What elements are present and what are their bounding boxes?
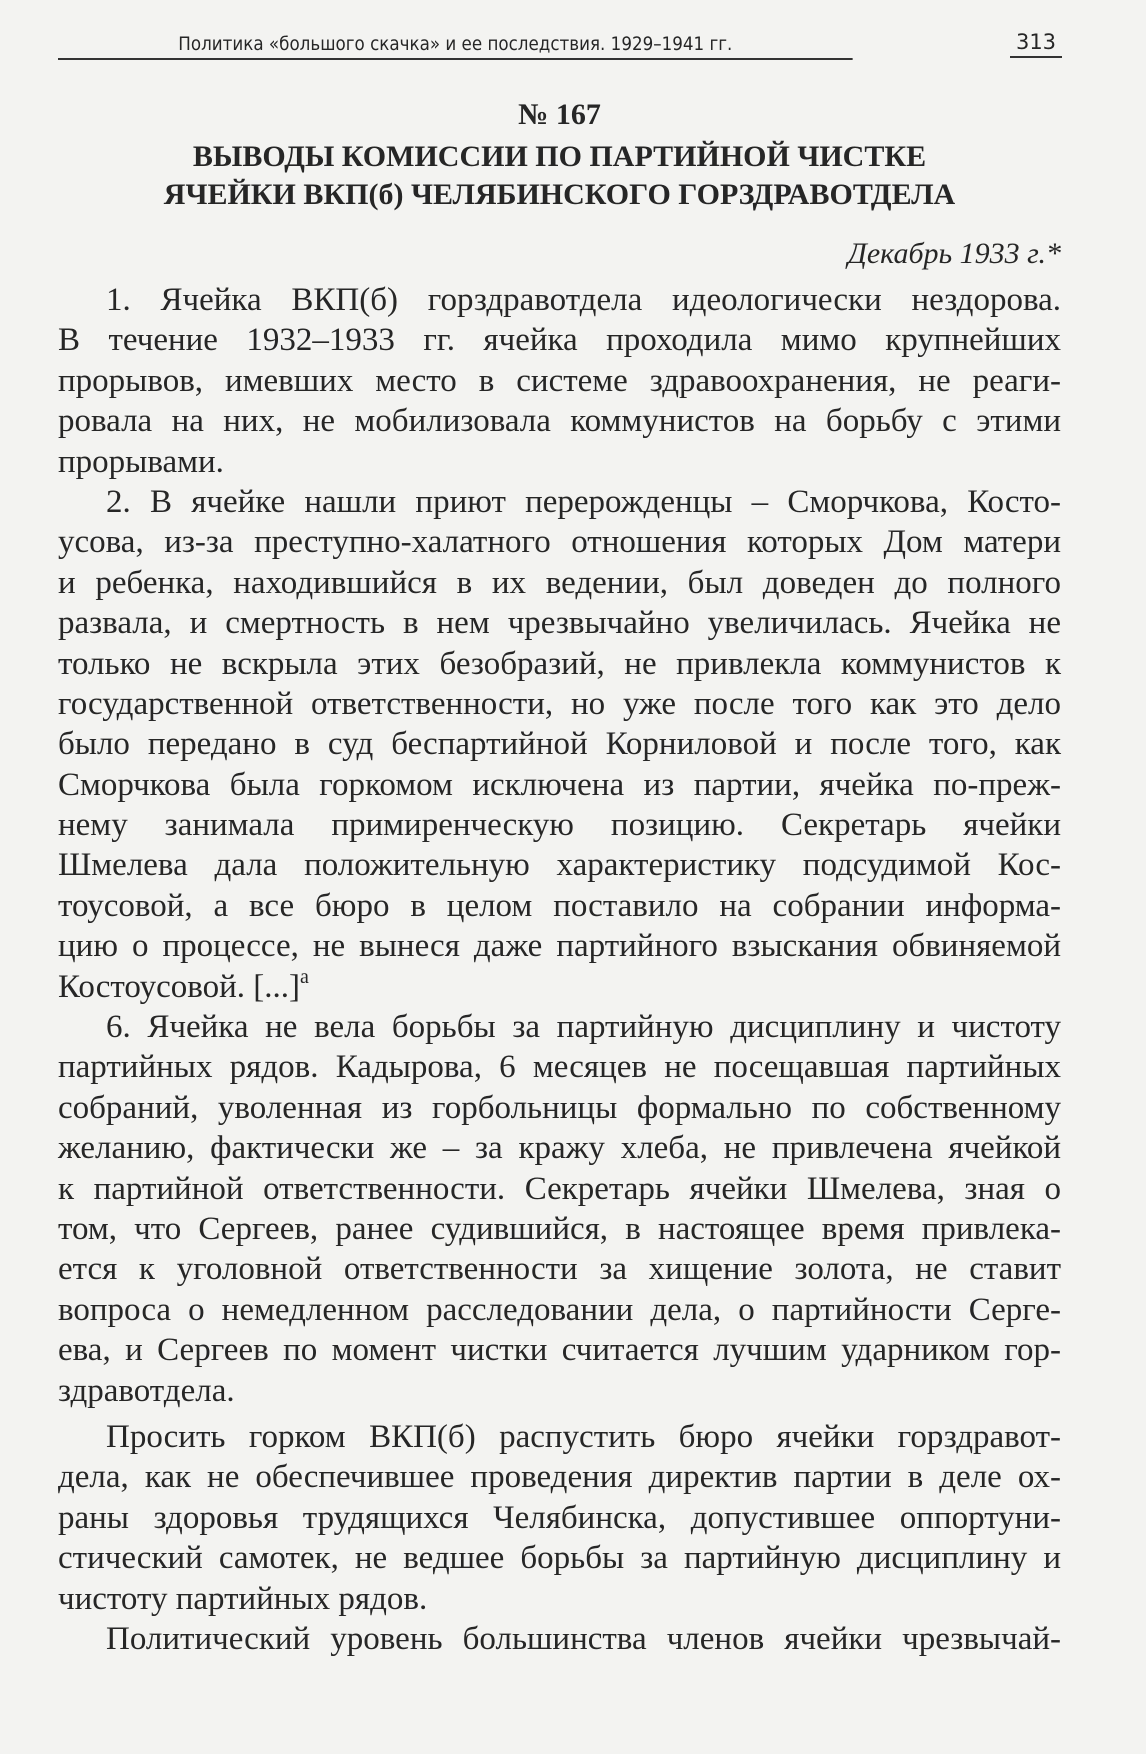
text-line: государственной ответственности, но уже после того как это дело [58, 685, 1061, 722]
text-line: развала, и смертность в нем чрезвычайно увеличилась. Ячейка не [58, 605, 1061, 642]
text-line: Политический уровень большинства членов ячейки чрезвычай- [106, 1620, 1061, 1657]
text-line: здравотдела. [58, 1372, 235, 1409]
text-line: вопроса о немедленном расследовании дела, о партийности Серге- [58, 1291, 1061, 1328]
text-line: тоусовой, а все бюро в целом поставило на собрании информа- [58, 887, 1061, 924]
text-line: В течение 1932–1933 гг. ячейка проходила мимо крупнейших [58, 322, 1061, 359]
text-line: собраний, уволенная из горбольницы формально по собственному [58, 1089, 1061, 1126]
text-line: 6. Ячейка не вела борьбы за партийную дисциплину и чистоту [106, 1009, 1061, 1046]
text-line: прорывов, имевших место в системе здравоохранения, не реаги- [58, 362, 1061, 399]
text-line [58, 967, 1061, 1007]
footnote-marker: а [299, 965, 309, 988]
text-line: дела, как не обеспечившее проведения директив партии в деле ох- [58, 1459, 1061, 1496]
text-line: Просить горком ВКП(б) распустить бюро ячейки горздравот- [106, 1418, 1061, 1455]
text-line: цию о процессе, не вынеся даже партийного взыскания обвиняемой [58, 928, 1061, 965]
text-line: чистоту партийных рядов. [58, 1580, 428, 1617]
text-line: ровала на них, не мобилизовала коммунистов на борьбу с этими [58, 403, 1061, 440]
text-line: Шмелева дала положительную характеристику подсудимой Кос- [58, 847, 1061, 884]
text-line: партийных рядов. Кадырова, 6 месяцев не посещавшая партийных [58, 1049, 1061, 1086]
document-number: № 167 [518, 98, 601, 131]
title-line: ВЫВОДЫ КОМИССИИ ПО ПАРТИЙНОЙ ЧИСТКЕ [192, 140, 927, 173]
page-number: 313 [1010, 28, 1062, 58]
text-line: усова, из-за преступно-халатного отношения которых Дом матери [58, 524, 1061, 561]
text-line: к партийной ответственности. Секретарь ячейки Шмелева, зная о [58, 1170, 1061, 1207]
text-line: желанию, фактически же – за кражу хлеба, не привлечена ячейкой [58, 1130, 1061, 1167]
text-line: только не вскрыла этих безобразий, не привлекла коммунистов к [58, 645, 1061, 682]
document-body [58, 280, 1061, 1659]
text-line: том, что Сергеев, ранее судившийся, в настоящее время привлека- [58, 1210, 1061, 1247]
text-line: и ребенка, находившийся в их ведении, был доведен до полного [58, 564, 1061, 601]
text-line: было передано в суд беспартийной Корниловой и после того, как [58, 726, 1061, 763]
text-line: раны здоровья трудящихся Челябинска, допустившее оппортуни- [58, 1499, 1061, 1536]
text-line: прорывами. [58, 443, 224, 480]
running-header: Политика «большого скачка» и ее последствия. 1929–1941 гг. [58, 30, 853, 60]
text-line: Сморчкова была горкомом исключена из партии, ячейка по-преж- [58, 766, 1061, 803]
text-line: ева, и Сергеев по момент чистки считается лучшим ударником гор- [58, 1332, 1061, 1369]
text-line-content: Костоусовой. [...] [58, 968, 300, 1005]
text-line: нему занимала примиренческую позицию. Секретарь ячейки [58, 807, 1061, 844]
text-line: стический самотек, не ведшее борьбы за партийную дисциплину и [58, 1540, 1061, 1577]
text-line: 2. В ячейке нашли приют перерожденцы – Сморчкова, Косто- [106, 483, 1061, 520]
document-title [58, 138, 1061, 214]
text-line: ется к уголовной ответственности за хищение золота, не ставит [58, 1251, 1061, 1288]
text-line: 1. Ячейка ВКП(б) горздравотдела идеологически нездорова. [106, 282, 1061, 318]
title-line: ЯЧЕЙКИ ВКП(б) ЧЕЛЯБИНСКОГО ГОРЗДРАВОТДЕЛА [163, 178, 956, 211]
document-date: Декабрь 1933 г.* [847, 237, 1061, 270]
